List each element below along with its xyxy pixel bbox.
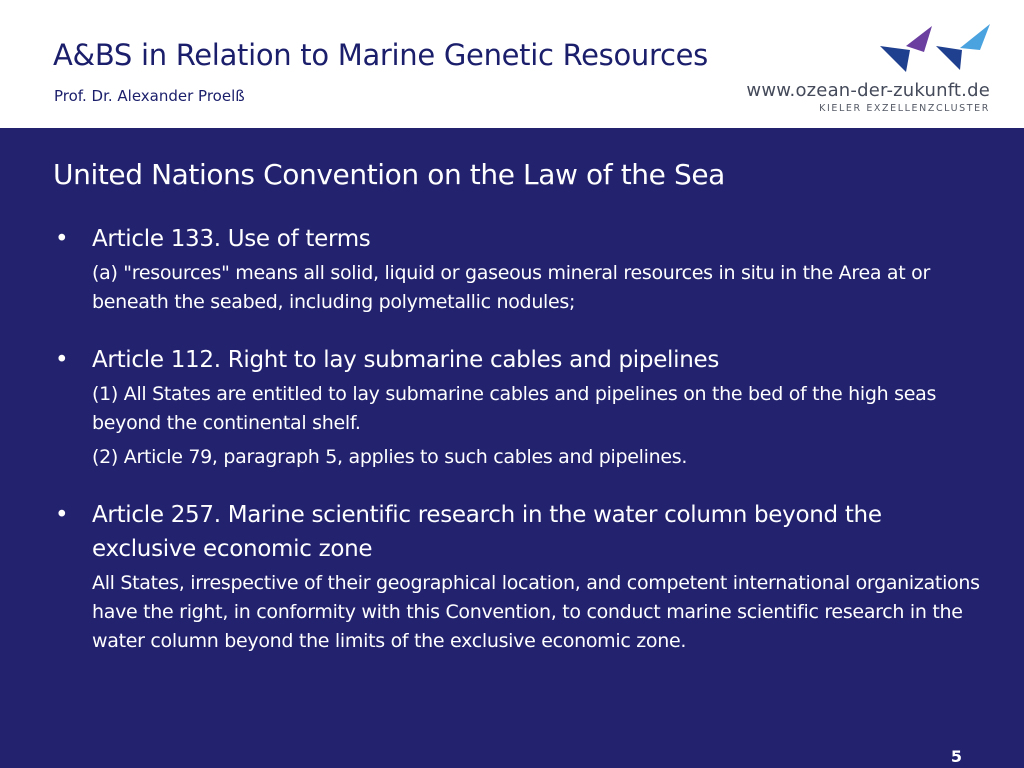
page-number: 5 [950,747,962,766]
logo-bird-dark-blue-2 [936,46,962,70]
presenter-name: Prof. Dr. Alexander Proelß [54,87,245,105]
bullet-icon: • [55,226,69,252]
bullet-heading: Article 257. Marine scientific research in the water column beyond the exclusive economic zone [92,502,882,562]
bullet-item-article-133 [55,222,985,317]
bullet-item-article-112 [55,343,985,472]
bullet-paragraph: (2) Article 79, paragraph 5, applies to such cables and pipelines. [92,446,688,468]
bullet-icon: • [55,347,69,373]
bullet-heading: Article 112. Right to lay submarine cables and pipelines [92,347,720,373]
bullet-list [55,222,985,682]
bullet-paragraph: (1) All States are entitled to lay submarine cables and pipelines on the bed of the high seas beyond the continental shelf. [92,383,937,434]
ocean-birds-logo-icon [876,22,994,74]
bullet-icon: • [55,502,69,528]
logo-bird-purple [906,26,932,52]
bullet-heading: Article 133. Use of terms [92,226,371,252]
section-heading: United Nations Convention on the Law of the Sea [53,158,725,191]
logo-url-text: www.ozean-der-zukunft.de [746,80,990,101]
logo-bird-dark-blue [880,46,910,72]
logo-bird-light-blue [960,24,990,50]
logo-tagline: KIELER EXZELLENZCLUSTER [819,103,990,114]
bullet-paragraph: All States, irrespective of their geographical location, and competent international organizations have the right, in conformity with this Convention, to conduct marine scientific research in the water column beyond the limits of the exclusive economic zone. [92,572,980,652]
slide-content [0,128,1024,768]
slide-title: A&BS in Relation to Marine Genetic Resources [53,38,708,72]
slide-header [0,0,1024,128]
bullet-paragraph: (a) "resources" means all solid, liquid or gaseous mineral resources in situ in the Area at or beneath the seabed, including polymetallic nodules; [92,262,930,313]
bullet-item-article-257 [55,498,985,656]
